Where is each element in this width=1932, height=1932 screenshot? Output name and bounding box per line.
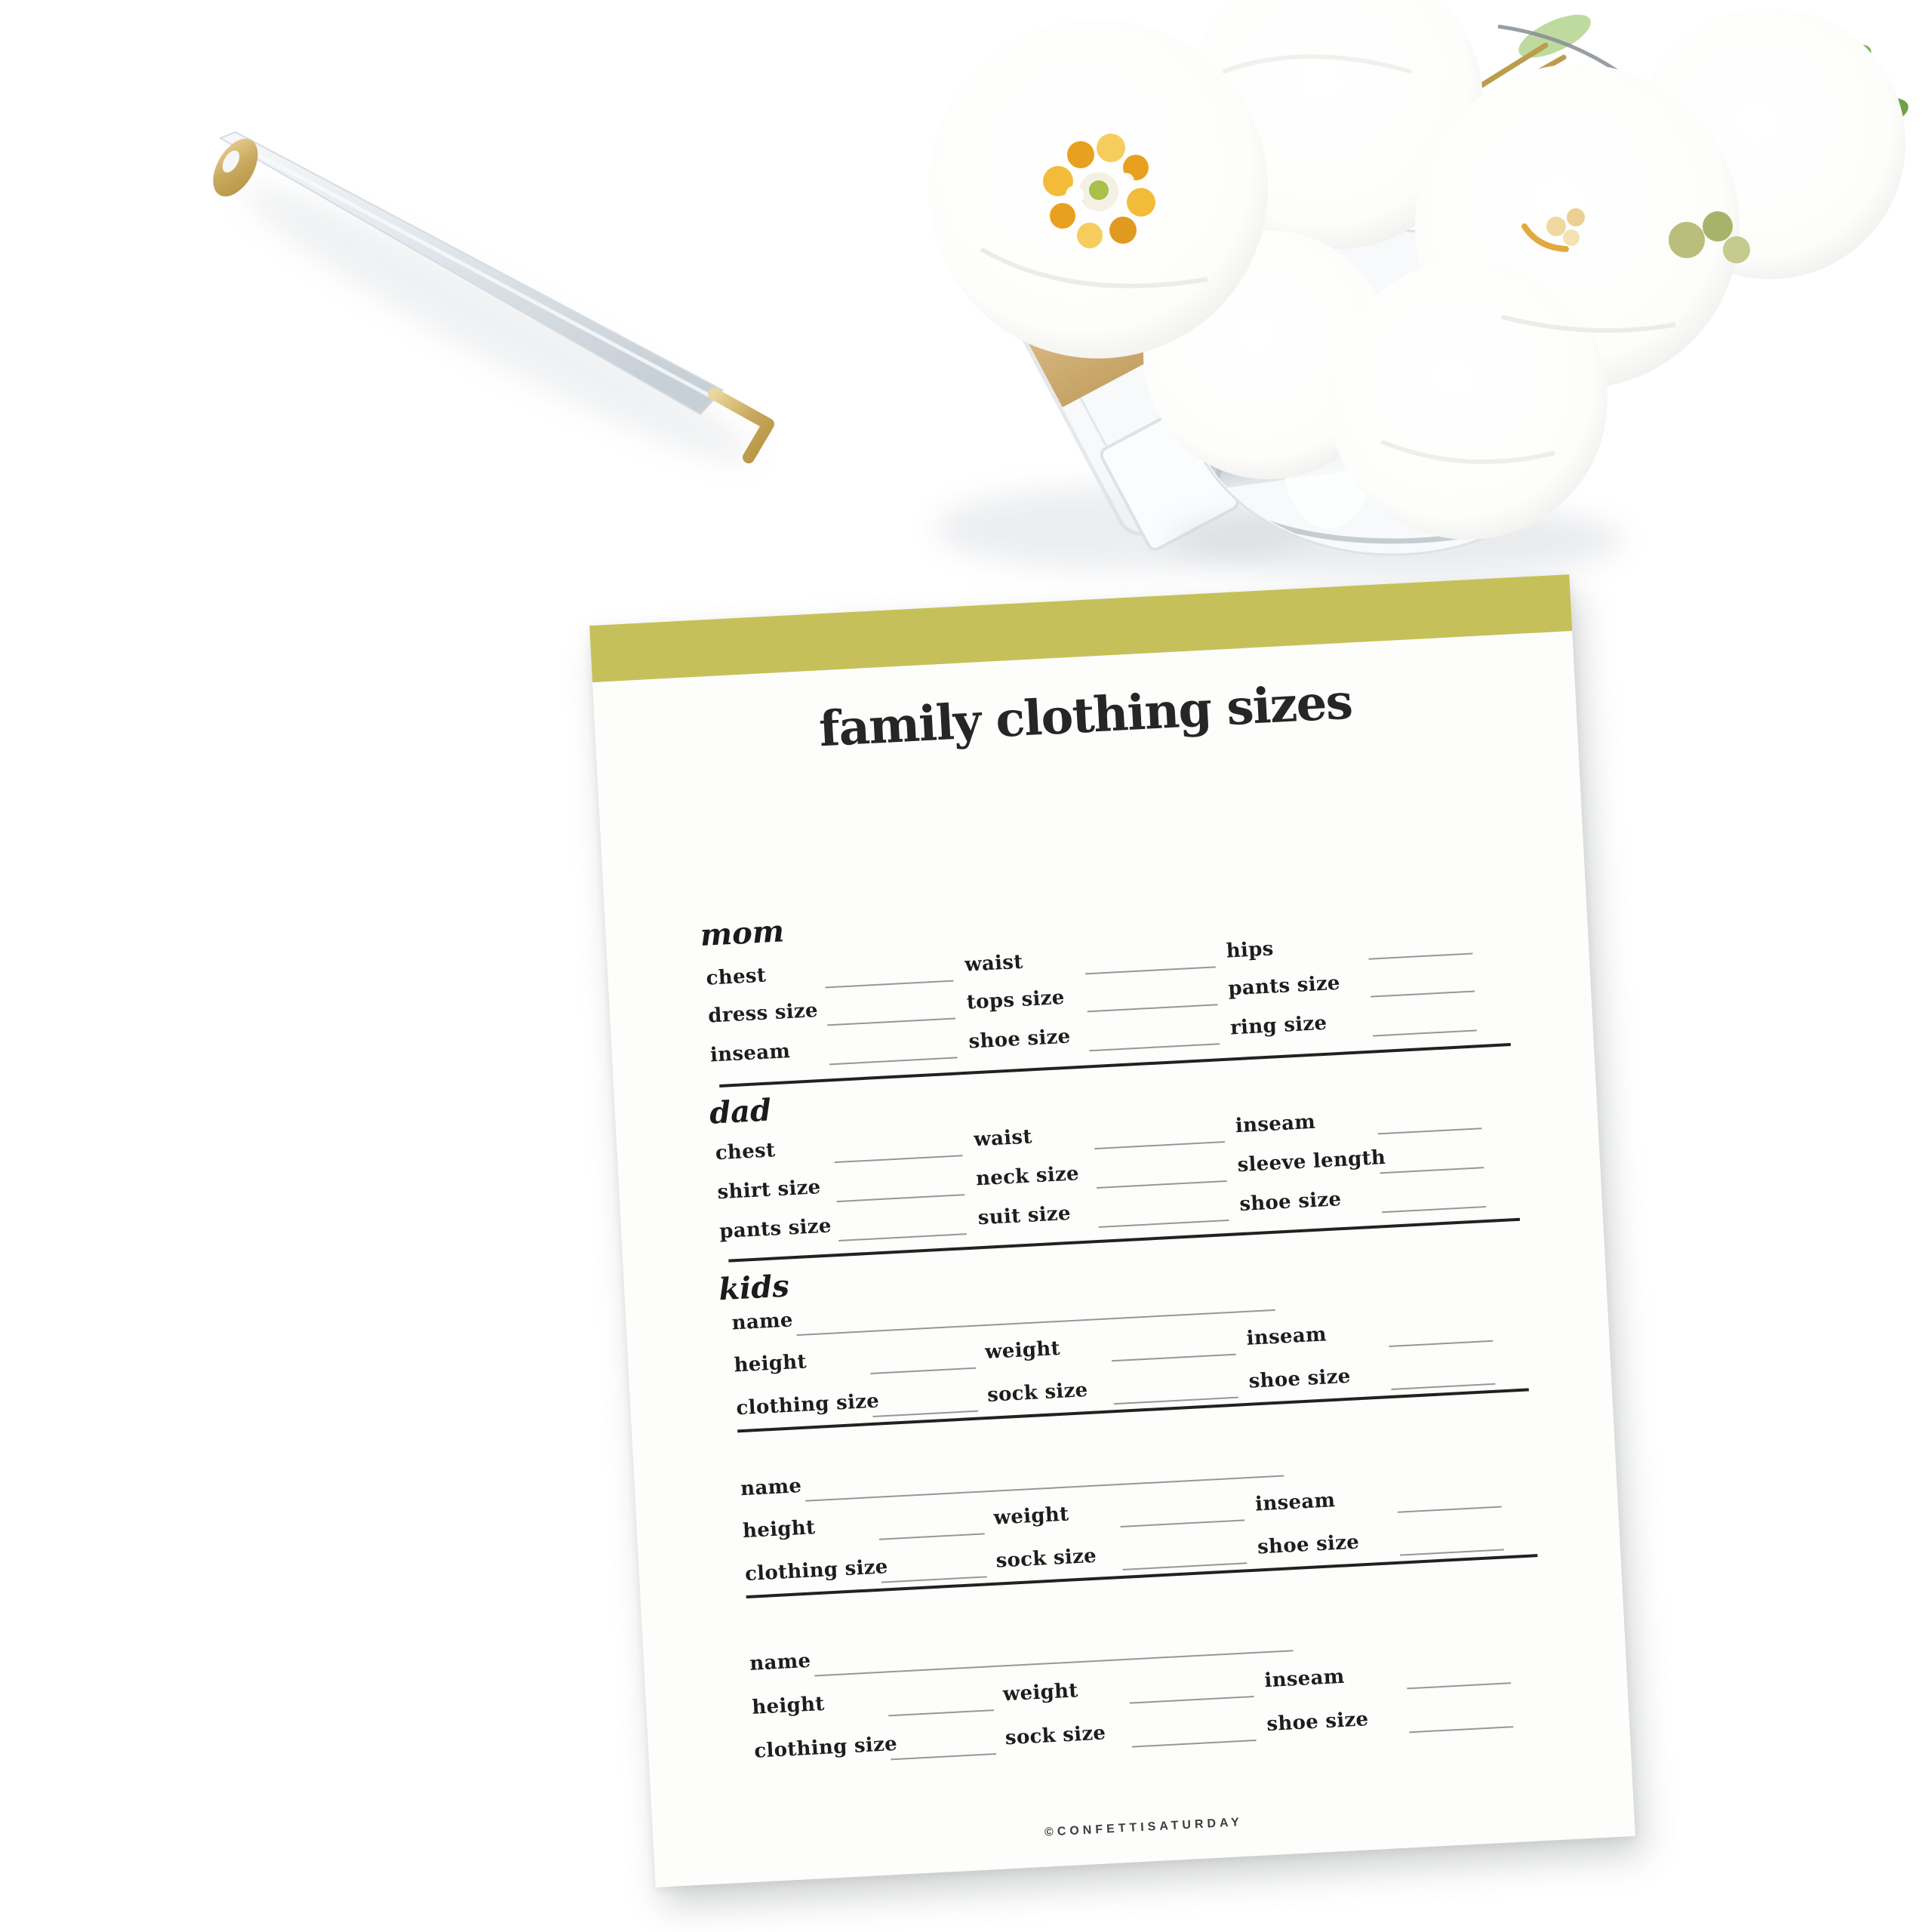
- field-label: weight: [1002, 1679, 1079, 1706]
- field-label: inseam: [709, 1040, 791, 1067]
- field-line: [1112, 1354, 1236, 1362]
- field-line: [872, 1411, 978, 1417]
- field-line: [1132, 1740, 1257, 1748]
- field-line: [1097, 1180, 1227, 1189]
- field-label: dress size: [707, 999, 819, 1028]
- footer-credit: ©CONFETTISATURDAY: [1044, 1816, 1244, 1839]
- field-label: sleeve length: [1236, 1146, 1386, 1177]
- field-label: pants size: [718, 1214, 832, 1244]
- field-line: [1373, 1029, 1477, 1036]
- field-line: [1088, 1004, 1218, 1012]
- page-title: family clothing sizes: [817, 673, 1354, 758]
- field-label: shoe size: [1257, 1531, 1360, 1559]
- field-line: [836, 1194, 964, 1202]
- field-line: [1085, 966, 1216, 974]
- field-label: chest: [715, 1139, 777, 1165]
- field-label: inseam: [1245, 1323, 1327, 1350]
- field-label: suit size: [977, 1201, 1072, 1230]
- section-header-mom: mom: [699, 913, 786, 954]
- field-label: inseam: [1254, 1489, 1337, 1516]
- field-line: [1407, 1682, 1511, 1689]
- field-line: [1094, 1141, 1225, 1149]
- field-line: [1380, 1167, 1484, 1174]
- pen-highlight: [229, 139, 709, 395]
- field-line: [1382, 1206, 1486, 1213]
- field-line: [888, 1709, 994, 1716]
- field-label: height: [742, 1516, 817, 1543]
- field-line: [838, 1233, 967, 1241]
- field-line: [1378, 1128, 1482, 1134]
- field-line: [891, 1753, 996, 1760]
- field-label: inseam: [1235, 1110, 1316, 1138]
- kid-name-line: [805, 1475, 1284, 1502]
- section-header-kids: kids: [718, 1268, 790, 1308]
- kid-name-label: name: [740, 1475, 802, 1501]
- field-label: shoe size: [1238, 1188, 1343, 1217]
- peony-petals: [1328, 260, 1607, 540]
- field-label: height: [751, 1692, 826, 1719]
- field-label: shoe size: [1266, 1708, 1370, 1737]
- field-line: [1130, 1696, 1254, 1704]
- field-label: weight: [992, 1503, 1070, 1530]
- field-line: [827, 1018, 955, 1026]
- field-line: [1371, 990, 1475, 997]
- printable-sheet: [589, 574, 1635, 1887]
- field-line: [1089, 1043, 1220, 1051]
- kid-name-line: [814, 1650, 1293, 1676]
- field-label: waist: [973, 1125, 1033, 1152]
- field-line: [1391, 1383, 1495, 1390]
- field-line: [1099, 1220, 1229, 1228]
- field-line: [1389, 1340, 1493, 1347]
- field-line: [1114, 1397, 1238, 1405]
- field-line: [1400, 1549, 1504, 1555]
- field-label: clothing size: [744, 1555, 889, 1586]
- field-label: inseam: [1263, 1665, 1346, 1693]
- field-label: shoe size: [968, 1025, 1072, 1054]
- field-label: neck size: [975, 1162, 1080, 1191]
- field-label: height: [733, 1350, 808, 1377]
- field-label: hips: [1226, 937, 1275, 963]
- field-line: [881, 1576, 987, 1583]
- field-line: [870, 1367, 976, 1374]
- field-label: sock size: [995, 1544, 1097, 1573]
- field-label: tops size: [966, 986, 1066, 1014]
- field-label: sock size: [986, 1379, 1089, 1407]
- kid-name-line: [797, 1309, 1275, 1336]
- field-line: [879, 1533, 985, 1540]
- field-line: [1120, 1519, 1244, 1527]
- field-label: shirt size: [716, 1176, 822, 1204]
- field-label: ring size: [1229, 1011, 1328, 1040]
- field-line: [1409, 1726, 1513, 1733]
- kid-name-label: name: [749, 1649, 812, 1675]
- field-label: pants size: [1227, 971, 1341, 1001]
- field-line: [826, 980, 954, 989]
- pen: [204, 131, 768, 490]
- field-label: sock size: [1004, 1721, 1107, 1750]
- field-line: [1369, 953, 1473, 960]
- field-line: [835, 1155, 963, 1163]
- pen-shadow: [229, 159, 768, 490]
- field-label: chest: [705, 964, 767, 990]
- field-label: weight: [984, 1337, 1061, 1364]
- field-line: [829, 1057, 958, 1065]
- field-label: waist: [964, 950, 1024, 977]
- field-label: shoe size: [1247, 1364, 1352, 1393]
- kid-name-label: name: [731, 1309, 794, 1335]
- field-label: clothing size: [753, 1732, 898, 1763]
- field-label: clothing size: [735, 1389, 880, 1420]
- field-line: [1122, 1562, 1247, 1571]
- section-header-dad: dad: [708, 1092, 773, 1131]
- field-line: [1398, 1506, 1502, 1513]
